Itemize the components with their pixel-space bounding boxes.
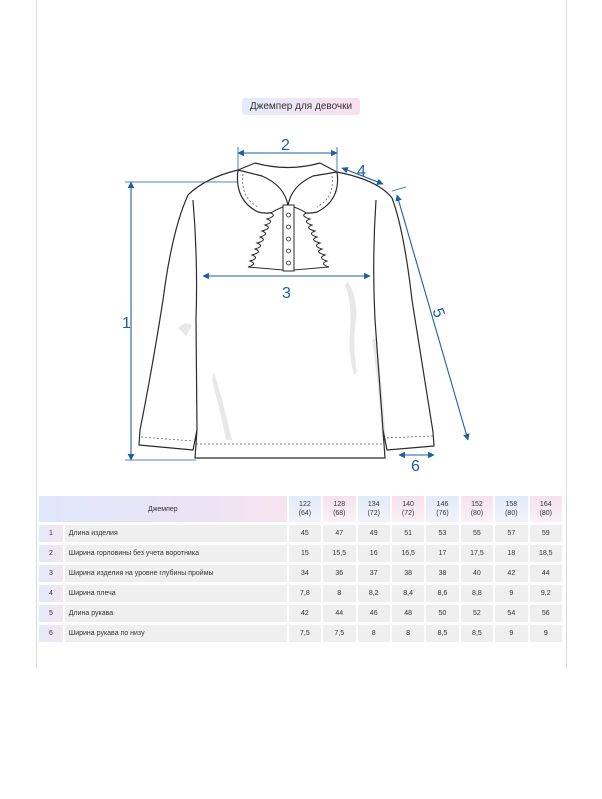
size-column-header [461, 496, 493, 522]
dimension-3-label: 3 [282, 285, 291, 302]
measurement-value: 34 [289, 565, 321, 582]
table-row [39, 625, 562, 642]
row-number: 2 [39, 545, 63, 562]
measurement-value: 50 [426, 605, 458, 622]
measurement-name: Ширина плеча [65, 585, 287, 602]
collar-left [237, 170, 288, 213]
measurement-value: 57 [495, 525, 527, 542]
size-column-header [530, 496, 562, 522]
measurement-value: 44 [323, 605, 355, 622]
measurement-value: 36 [323, 565, 355, 582]
measurement-value: 45 [289, 525, 321, 542]
size-height: 122 [299, 501, 311, 508]
measurement-value: 59 [530, 525, 562, 542]
left-sleeve-inner [193, 200, 197, 430]
measurement-value: 8 [358, 625, 390, 642]
dimension-6-label: 6 [411, 458, 420, 475]
size-height: 128 [333, 501, 346, 508]
neckline [255, 163, 320, 168]
row-number: 1 [39, 525, 63, 542]
measurement-value: 7,8 [289, 585, 321, 602]
measurement-value: 8,6 [426, 585, 458, 602]
table-row [39, 605, 562, 622]
measurement-name: Ширина изделия на уровне глубины проймы [65, 565, 287, 582]
measurement-value: 9 [495, 585, 527, 602]
measurement-value: 56 [530, 605, 562, 622]
dimension-lines [125, 147, 468, 460]
measurement-value: 38 [426, 565, 458, 582]
measurement-value: 47 [323, 525, 355, 542]
measurement-value: 51 [392, 525, 424, 542]
measurement-value: 42 [495, 565, 527, 582]
table-row [39, 585, 562, 602]
size-height: 158 [505, 501, 518, 508]
size-column-header [426, 496, 458, 522]
table-row [39, 545, 562, 562]
measurement-value: 9 [495, 625, 527, 642]
size-table-header-label: Джемпер [39, 496, 287, 522]
table-row [39, 565, 562, 582]
measurement-value: 8,5 [461, 625, 493, 642]
size-chest: (64) [298, 510, 312, 517]
measurement-value: 9,2 [530, 585, 562, 602]
size-chest: (72) [367, 510, 380, 517]
table-row [39, 525, 562, 542]
measurement-value: 48 [392, 605, 424, 622]
dimension-labels [122, 137, 448, 475]
garment-shading [178, 282, 386, 440]
measurement-value: 52 [461, 605, 493, 622]
size-chest: (76) [436, 510, 449, 517]
size-height: 146 [436, 501, 449, 508]
measurement-value: 15,5 [323, 545, 355, 562]
page-title: Джемпер для девочки [242, 98, 360, 115]
measurement-value: 37 [358, 565, 390, 582]
size-table [37, 493, 564, 645]
measurement-value: 8,2 [358, 585, 390, 602]
dimension-4-label: 4 [357, 163, 366, 180]
measurement-value: 44 [530, 565, 562, 582]
size-height: 152 [471, 501, 483, 508]
measurement-name: Ширина горловины без учета воротника [65, 545, 287, 562]
measurement-value: 40 [461, 565, 493, 582]
size-column-header [289, 496, 321, 522]
row-number: 6 [39, 625, 63, 642]
dimension-2-label: 2 [281, 137, 290, 154]
measurement-value: 42 [289, 605, 321, 622]
measurement-value: 15 [289, 545, 321, 562]
measurement-value: 8,5 [426, 625, 458, 642]
size-column-header [323, 496, 355, 522]
measurement-value: 8,8 [461, 585, 493, 602]
measurement-name: Ширина рукава по низу [65, 625, 287, 642]
row-number: 3 [39, 565, 63, 582]
measurement-value: 55 [461, 525, 493, 542]
measurement-value: 16 [358, 545, 390, 562]
size-chest: (80) [470, 510, 484, 517]
row-number: 4 [39, 585, 63, 602]
measurement-name: Длина изделия [65, 525, 287, 542]
measurement-value: 46 [358, 605, 390, 622]
size-height: 134 [367, 501, 380, 508]
row-number: 5 [39, 605, 63, 622]
size-column-header [392, 496, 424, 522]
size-chest: (68) [333, 510, 346, 517]
measurement-value: 16,5 [392, 545, 424, 562]
size-table-header [39, 496, 562, 522]
measurement-value: 54 [495, 605, 527, 622]
measurement-value: 8 [392, 625, 424, 642]
size-column-header [358, 496, 390, 522]
size-height: 164 [539, 501, 552, 508]
measurement-value: 7,5 [289, 625, 321, 642]
size-chest: (80) [539, 510, 552, 517]
measurement-value: 8 [323, 585, 355, 602]
measurement-value: 18 [495, 545, 527, 562]
size-column-header [495, 496, 527, 522]
size-chest: (80) [505, 510, 518, 517]
measurement-value: 38 [392, 565, 424, 582]
measurement-value: 9 [530, 625, 562, 642]
size-height: 140 [402, 501, 414, 508]
measurement-name: Длина рукава [65, 605, 287, 622]
measurement-value: 17 [426, 545, 458, 562]
dimension-1-label: 1 [122, 315, 131, 332]
measurement-value: 18,5 [530, 545, 562, 562]
measurement-value: 7,5 [323, 625, 355, 642]
size-chest: (72) [401, 510, 415, 517]
measurement-value: 17,5 [461, 545, 493, 562]
measurement-value: 49 [358, 525, 390, 542]
measurement-value: 8,4 [392, 585, 424, 602]
dimension-5-label: 5 [428, 305, 448, 321]
measurement-value: 53 [426, 525, 458, 542]
